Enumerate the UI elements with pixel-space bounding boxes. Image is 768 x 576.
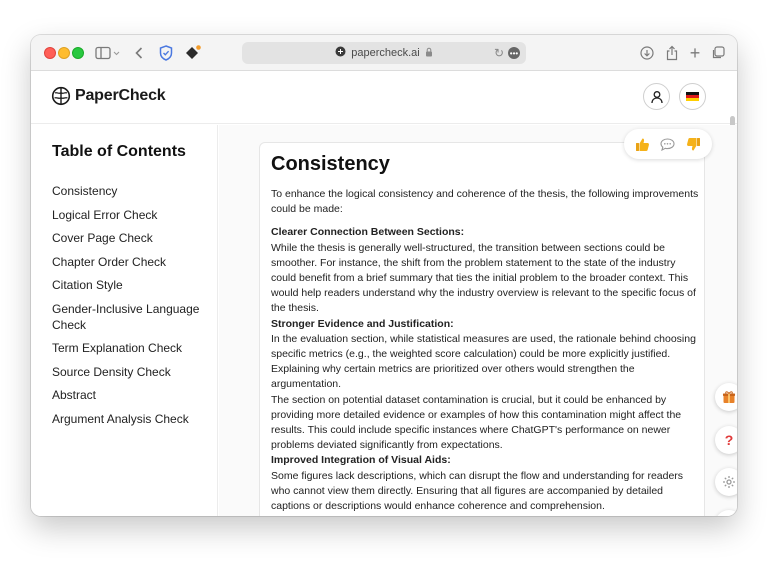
download-icon[interactable] [639,43,655,63]
subsection-heading: Stronger Evidence and Justification: [271,317,454,330]
toc-item-argument-analysis-check[interactable]: Argument Analysis Check [52,411,189,426]
toc-item-chapter-order-check[interactable]: Chapter Order Check [52,254,167,269]
browser-toolbar [31,35,737,71]
thumbs-up-icon[interactable] [635,137,650,152]
chat-button[interactable] [715,510,737,516]
address-bar[interactable] [242,42,526,64]
brand-name: PaperCheck [75,87,166,104]
minimize-window-button[interactable] [58,47,70,59]
brain-logo-icon [51,86,71,106]
address-url: papercheck.ai [351,47,420,59]
brand-logo[interactable] [51,86,166,106]
feedback-bar [624,129,712,159]
toc-item-consistency[interactable]: Consistency [52,184,118,198]
comment-icon[interactable] [660,138,675,151]
new-tab-icon[interactable]: + [689,42,701,63]
body-paragraph: The section on potential dataset contamination is crucial, but it could be enhanced by providing more detailed evidence or examples of how this contamination might affect the results. This could include specific instances where ChatGPT's performance on newer problems deviated significantly from expectations. [271,393,682,452]
shield-icon[interactable] [157,43,175,63]
help-button[interactable] [715,426,737,454]
toc-title: Table of Contents [52,143,186,160]
toc-item-term-explanation-check[interactable]: Term Explanation Check [52,341,183,355]
toc-item-logical-error-check[interactable]: Logical Error Check [52,207,158,222]
toc-item-gender-inclusive-language-check[interactable]: Gender-Inclusive Language Check [52,301,200,332]
user-account-button[interactable] [643,83,670,110]
intro-paragraph: To enhance the logical consistency and coherence of the thesis, the following improvements could be made: [271,188,699,216]
lock-icon [425,47,433,60]
maximize-window-button[interactable] [72,47,84,59]
toc-item-cover-page-check[interactable]: Cover Page Check [52,231,153,245]
reload-icon[interactable]: ↻ [493,46,504,60]
body-paragraph: While the thesis is generally well-structured, the transition between sections could be smoother. For instance, the shift from the problem statement to the state of the industry could benefit from a brief summary that ties the initial problem to the broader context. This would help readers understand why the industry overview is relevant to the specific focus of the thesis. [271,241,696,315]
language-button[interactable] [679,83,706,110]
result-card [259,142,705,516]
site-favicon-icon [335,46,346,60]
user-icon [650,90,664,104]
main-content [219,125,737,516]
sidebar-toggle-icon[interactable] [93,43,123,63]
browser-window [31,35,737,516]
app-header [31,72,737,124]
tab-overview-icon[interactable] [710,43,726,63]
table-of-contents-sidebar [31,125,218,516]
subsection-heading: Improved Integration of Visual Aids: [271,454,451,467]
section-body [271,187,701,514]
settings-button[interactable] [715,468,737,496]
toc-item-abstract[interactable]: Abstract [52,388,97,402]
share-icon[interactable] [664,43,680,63]
extension-icon[interactable] [183,43,203,63]
gear-icon [722,475,736,489]
toc-list [52,183,216,434]
thumbs-down-icon[interactable] [686,137,701,152]
subsection-heading: Clearer Connection Between Sections: [271,226,465,239]
body-paragraph: In the evaluation section, while statistical measures are used, the rationale behind choosing specific metrics (e.g., the weighted score calculation) could be more explicitly justified. Explaining why certain metrics are prioritized over others would strengthen the argumentation. [271,332,696,391]
back-arrow-icon[interactable] [131,43,147,63]
close-window-button[interactable] [44,47,56,59]
toc-item-citation-style[interactable]: Citation Style [52,278,123,292]
more-options-icon[interactable]: ••• [509,48,519,58]
question-mark-icon: ? [724,432,734,448]
section-title: Consistency [271,153,390,175]
body-paragraph: Some figures lack descriptions, which can disrupt the flow and understanding for readers who cannot view them directly. Ensuring that all figures are accompanied by detailed captions or descriptions would enhance coherence and comprehension. [271,469,684,513]
gift-button[interactable] [715,383,737,411]
german-flag-icon [686,92,699,101]
gift-icon [722,390,736,404]
toc-item-source-density-check[interactable]: Source Density Check [52,364,171,379]
